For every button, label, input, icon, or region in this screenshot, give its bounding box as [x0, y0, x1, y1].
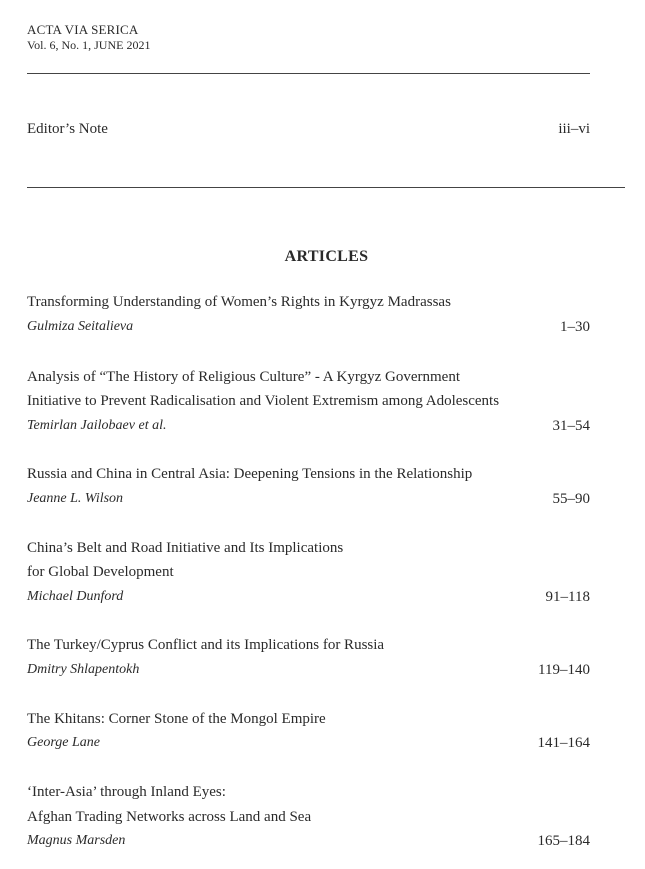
article-author: Jeanne L. Wilson — [27, 491, 124, 506]
article-title[interactable]: Transforming Understanding of Women’s Rights in Kyrgyz Madrassas — [27, 294, 451, 310]
article-title[interactable]: Russia and China in Central Asia: Deepening Tensions in the Relationship — [27, 466, 473, 482]
journal-name: ACTA VIA SERICA — [27, 22, 139, 37]
article-author: Gulmiza Seitalieva — [27, 319, 134, 334]
article-pages: 1–30 — [560, 319, 590, 335]
article-title[interactable]: China’s Belt and Road Initiative and Its Implications — [27, 540, 344, 556]
article-author: Magnus Marsden — [27, 833, 126, 848]
section-divider — [27, 187, 625, 188]
top-divider — [27, 73, 590, 74]
article-title-continued[interactable]: Afghan Trading Networks across Land and Sea — [27, 809, 312, 825]
article-pages: 31–54 — [552, 418, 590, 434]
article-pages: 55–90 — [552, 491, 590, 507]
journal-issue: Vol. 6, No. 1, JUNE 2021 — [27, 38, 151, 52]
editor-note-title[interactable]: Editor’s Note — [27, 121, 108, 137]
article-author: Dmitry Shlapentokh — [27, 662, 140, 677]
article-author: George Lane — [27, 735, 100, 750]
article-author: Temirlan Jailobaev et al. — [27, 418, 167, 433]
article-title[interactable]: ‘Inter-Asia’ through Inland Eyes: — [27, 784, 226, 800]
article-pages: 165–184 — [537, 833, 590, 849]
article-title-continued[interactable]: for Global Development — [27, 564, 174, 580]
article-title[interactable]: Analysis of “The History of Religious Culture” - A Kyrgyz Government — [27, 369, 460, 385]
article-pages: 91–118 — [545, 589, 590, 605]
article-title-continued[interactable]: Initiative to Prevent Radicalisation and Violent Extremism among Adolescents — [27, 393, 500, 409]
article-title[interactable]: The Turkey/Cyprus Conflict and its Implications for Russia — [27, 637, 385, 653]
article-pages: 141–164 — [537, 735, 590, 751]
section-heading: ARTICLES — [284, 248, 369, 265]
article-author: Michael Dunford — [27, 589, 124, 604]
article-title[interactable]: The Khitans: Corner Stone of the Mongol Empire — [27, 711, 326, 727]
editor-note-pages: iii–vi — [558, 121, 590, 137]
article-pages: 119–140 — [538, 662, 590, 678]
